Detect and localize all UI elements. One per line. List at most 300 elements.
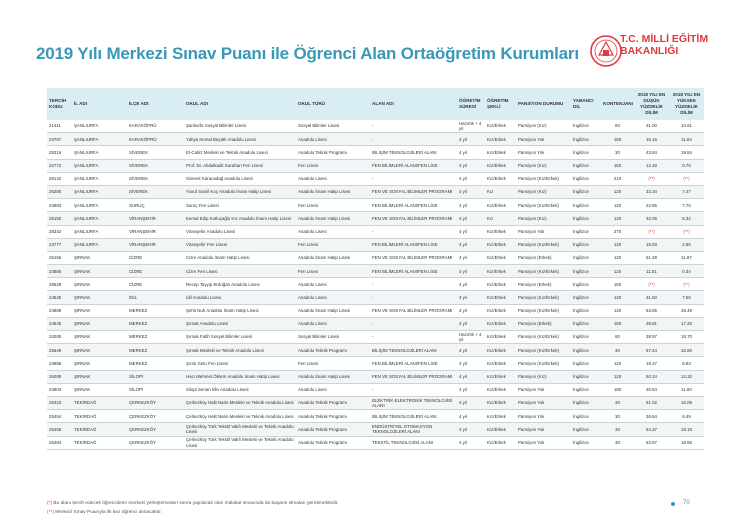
- table-cell: İngilizce: [571, 436, 601, 449]
- ministry-name: [620, 33, 708, 57]
- table-cell: Kız/Erkek: [485, 291, 516, 304]
- table-cell: İngilizce: [571, 396, 601, 409]
- table-cell: 26280: [47, 185, 72, 198]
- footnote-marker: (*): [47, 501, 53, 506]
- table-cell: Cizre Anadolu İmam Hatip Lisesi: [184, 251, 296, 264]
- column-header: KONTENJANI: [601, 88, 634, 120]
- table-cell: 4 yıl: [457, 185, 485, 198]
- table-cell: 51.02: [634, 396, 669, 409]
- table-cell: Pansiyon (Kız): [516, 159, 571, 172]
- table-cell: İngilizce: [571, 238, 601, 251]
- footnote-2: [47, 508, 338, 517]
- table-cell: İDİL: [127, 291, 184, 304]
- table-cell: 31.00: [634, 120, 669, 133]
- ministry-name-line1: T.C. MİLLİ EĞİTİM: [620, 33, 709, 45]
- table-cell: 120: [601, 212, 634, 225]
- table-cell: 30: [601, 396, 634, 409]
- table-cell: Kız/Erkek: [485, 383, 516, 396]
- table-cell: 8.49: [669, 410, 704, 423]
- table-cell: Yusuf Samil Koç Anadolu İmam Hatip Lisesi: [184, 185, 296, 198]
- table-cell: (**): [669, 225, 704, 238]
- table-cell: Fen Lisesi: [296, 199, 370, 212]
- table-row: [47, 304, 704, 317]
- page-number: 70: [683, 500, 690, 506]
- table-cell: 30: [601, 146, 634, 159]
- table-cell: İngilizce: [571, 357, 601, 370]
- table-cell: Çerkezköy Halit Narin Mesleki ve Teknik Anadolu Lisesi: [184, 410, 296, 423]
- table-cell: 18.18: [669, 423, 704, 436]
- table-cell: İngilizce: [571, 344, 601, 357]
- table-cell: 120: [601, 251, 634, 264]
- table-cell: Kız/Erkek: [485, 436, 516, 449]
- table-cell: FEN BİLİMLERİ ALANI/FEN LİSE: [370, 199, 457, 212]
- table-cell: 150: [601, 133, 634, 146]
- table-cell: SİVEREK: [127, 146, 184, 159]
- table-cell: 38.97: [634, 331, 669, 344]
- table-cell: El-Cabiz Mesleki ve Teknik Anadolu Lisesi: [184, 146, 296, 159]
- table-cell: 24540: [47, 291, 72, 304]
- table-cell: Pansiyon (Kız): [516, 212, 571, 225]
- table-cell: Anadolu Lisesi: [296, 317, 370, 330]
- table-cell: ENDÜSTRİYEL OTOMASYON TEKNOLOJİLERİ ALANI: [370, 423, 457, 436]
- table-cell: 51.28: [634, 251, 669, 264]
- table-cell: MERKEZ: [127, 304, 184, 317]
- table-cell: İngilizce: [571, 370, 601, 383]
- table-cell: 23803: [47, 383, 72, 396]
- table-cell: Şırnak Anadolu Lisesi: [184, 317, 296, 330]
- table-cell: 11.51: [634, 265, 669, 278]
- table-cell: Anadolu Lisesi: [296, 278, 370, 291]
- table-cell: ŞIRNAK: [72, 357, 127, 370]
- table-cell: 25150: [47, 212, 72, 225]
- table-cell: 120: [601, 304, 634, 317]
- table-cell: Anadolu Lisesi: [296, 225, 370, 238]
- table-cell: 36.49: [669, 304, 704, 317]
- table-cell: 23777: [47, 238, 72, 251]
- table-cell: (**): [634, 278, 669, 291]
- table-cell: Kız/Erkek: [485, 396, 516, 409]
- table-cell: İngilizce: [571, 120, 601, 133]
- table-cell: 7.56: [669, 291, 704, 304]
- table-cell: MERKEZ: [127, 344, 184, 357]
- table-cell: 180: [601, 383, 634, 396]
- table-row: [47, 265, 704, 278]
- table-cell: 4 yıl: [457, 396, 485, 409]
- column-header: PANSİYON DURUMU: [516, 88, 571, 120]
- table-cell: KARAKÖPRÜ: [127, 120, 184, 133]
- table-cell: Anadolu Teknik Programı: [296, 436, 370, 449]
- table-cell: MERKEZ: [127, 357, 184, 370]
- table-cell: Kız: [485, 185, 516, 198]
- table-cell: Anadolu Teknik Programı: [296, 146, 370, 159]
- table-cell: SİLOPİ: [127, 383, 184, 396]
- table-cell: 4 yıl: [457, 159, 485, 172]
- table-cell: Kız/Erkek: [485, 265, 516, 278]
- table-cell: FEN BİLİMLERİ ALANI/FEN LİSE: [370, 357, 457, 370]
- table-cell: 4 yıl: [457, 291, 485, 304]
- table-cell: Hazırlık + 4 yıl: [457, 120, 485, 133]
- table-cell: İngilizce: [571, 410, 601, 423]
- table-cell: 120: [601, 199, 634, 212]
- table-cell: 4 yıl: [457, 423, 485, 436]
- table-cell: Şırnlı Gelu Fen Lisesi: [184, 357, 296, 370]
- table-cell: 26289: [47, 370, 72, 383]
- table-cell: 4 yıl: [457, 436, 485, 449]
- table-row: [47, 291, 704, 304]
- table-cell: Recep Tayyip Erdoğan Anadolu Lisesi: [184, 278, 296, 291]
- table-cell: Prof. Dr. Abdulkadir Karahan Fen Lisesi: [184, 159, 296, 172]
- table-cell: İngilizce: [571, 172, 601, 185]
- table-cell: 8.83: [669, 357, 704, 370]
- table-cell: BİLİŞİM TEKNOLOJİLERİ ALANI: [370, 410, 457, 423]
- table-cell: ŞANLIURFA: [72, 199, 127, 212]
- table-cell: Kemal Edip Kutluçağlu Kız Anadolu İmam Hatip Lisesi: [184, 212, 296, 225]
- table-cell: Sosyal Bilimler Lisesi: [296, 331, 370, 344]
- table-cell: SİLOPİ: [127, 370, 184, 383]
- table-cell: İdil Anadolu Lisesi: [184, 291, 296, 304]
- table-cell: İngilizce: [571, 251, 601, 264]
- table-cell: Fen Lisesi: [296, 265, 370, 278]
- table-cell: Kız/Erkek: [485, 278, 516, 291]
- table-cell: Şanlıurfa Sosyal Bilimler Lisesi: [184, 120, 296, 133]
- table-cell: 17.20: [669, 317, 704, 330]
- table-cell: Pansiyon (Kız/Erkek): [516, 344, 571, 357]
- table-cell: Kız/Erkek: [485, 120, 516, 133]
- footnote-marker: (**): [47, 510, 54, 515]
- table-cell: ŞANLIURFA: [72, 133, 127, 146]
- table-cell: Pansiyon (Kız/Erkek): [516, 291, 571, 304]
- table-cell: 32.60: [669, 344, 704, 357]
- table-cell: Anadolu Teknik Programı: [296, 396, 370, 409]
- table-cell: ŞIRNAK: [72, 331, 127, 344]
- table-cell: Kız/Erkek: [485, 331, 516, 344]
- table-cell: Anadolu Teknik Programı: [296, 410, 370, 423]
- table-cell: 38.81: [634, 317, 669, 330]
- table-cell: (**): [634, 225, 669, 238]
- table-cell: 10.61: [669, 120, 704, 133]
- table-cell: FEN VE SOSYAL BİLİMLER PROGRAMI: [370, 212, 457, 225]
- table-cell: 12.48: [634, 159, 669, 172]
- table-cell: 4 yıl: [457, 265, 485, 278]
- table-cell: Anadolu Teknik Programı: [296, 423, 370, 436]
- table-cell: Kız/Erkek: [485, 410, 516, 423]
- table-cell: 25458: [47, 423, 72, 436]
- table-cell: Pansiyon (Kız/Erkek): [516, 304, 571, 317]
- table-cell: 28142: [47, 172, 72, 185]
- table-cell: Pansiyon Yok: [516, 383, 571, 396]
- table-cell: 4 yıl: [457, 278, 485, 291]
- table-row: [47, 212, 704, 225]
- table-cell: FEN VE SOSYAL BİLİMLER PROGRAMI: [370, 185, 457, 198]
- table-cell: ŞANLIURFA: [72, 225, 127, 238]
- table-cell: ÇERKEZKÖY: [127, 423, 184, 436]
- table-row: [47, 436, 704, 449]
- table-cell: -: [370, 120, 457, 133]
- table-cell: Pansiyon Yok: [516, 423, 571, 436]
- table-cell: -: [370, 317, 457, 330]
- table-cell: Kız/Erkek: [485, 199, 516, 212]
- page-title: 2019 Yılı Merkezi Sınav Puanı ile Öğrenci Alan Ortaöğretim Kurumları: [36, 44, 579, 63]
- table-cell: Pansiyon Yok: [516, 133, 571, 146]
- table-row: [47, 251, 704, 264]
- table-cell: ŞANLIURFA: [72, 159, 127, 172]
- table-row: [47, 199, 704, 212]
- table-cell: 24888: [47, 304, 72, 317]
- table-cell: 4 yıl: [457, 133, 485, 146]
- table-cell: Pansiyon (Kız/Erkek): [516, 199, 571, 212]
- table-cell: Pansiyon (Kız): [516, 185, 571, 198]
- table-cell: 210: [601, 172, 634, 185]
- table-cell: 60: [601, 331, 634, 344]
- table-cell: Anadolu İmam Hatip Lisesi: [296, 304, 370, 317]
- column-header: ÖĞRETİM ŞEKLİ: [485, 88, 516, 120]
- footnote-1: [47, 499, 338, 508]
- column-header: YABANCI DİL: [571, 88, 601, 120]
- table-cell: Kız/Erkek: [485, 344, 516, 357]
- column-header: İL ADI: [72, 88, 127, 120]
- table-cell: ŞIRNAK: [72, 317, 127, 330]
- page-dot-icon: [671, 502, 675, 506]
- table-cell: ŞIRNAK: [72, 251, 127, 264]
- table-cell: 43.84: [634, 146, 669, 159]
- table-cell: 22.85: [634, 199, 669, 212]
- table-cell: 4 yıl: [457, 199, 485, 212]
- table-cell: VİRANŞEHİR: [127, 212, 184, 225]
- table-cell: İngilizce: [571, 159, 601, 172]
- table-cell: İngilizce: [571, 383, 601, 396]
- table-cell: 30: [601, 344, 634, 357]
- table-cell: Anadolu Teknik Programı: [296, 344, 370, 357]
- table-cell: 4 yıl: [457, 172, 485, 185]
- table-cell: 15.03: [634, 238, 669, 251]
- table-cell: İngilizce: [571, 304, 601, 317]
- table-cell: 4 yıl: [457, 383, 485, 396]
- table-cell: VİRANŞEHİR: [127, 238, 184, 251]
- table-cell: Anadolu Lisesi: [296, 383, 370, 396]
- table-cell: Şırnak Fatih Sosyal Bilimler Lisesi: [184, 331, 296, 344]
- table-cell: Sosyal Bilimler Lisesi: [296, 120, 370, 133]
- table-cell: İngilizce: [571, 278, 601, 291]
- table-cell: Kız/Erkek: [485, 159, 516, 172]
- table-cell: ŞIRNAK: [72, 304, 127, 317]
- table-cell: Kız/Erkek: [485, 370, 516, 383]
- ministry-name-line2: BAKANLIĞI: [620, 45, 679, 57]
- table-cell: Anadolu İmam Hatip Lisesi: [296, 212, 370, 225]
- table-cell: TEKSTİL TEKNOLOJİSİ ALANI: [370, 436, 457, 449]
- table-cell: 18.55: [669, 436, 704, 449]
- table-cell: (**): [669, 278, 704, 291]
- table-cell: Kız/Erkek: [485, 146, 516, 159]
- table-cell: 4 yıl: [457, 304, 485, 317]
- table-cell: 24545: [47, 317, 72, 330]
- column-header: ÖĞRETİM SÜRESİ: [457, 88, 485, 120]
- table-cell: 11.84: [669, 133, 704, 146]
- table-cell: Kız/Erkek: [485, 423, 516, 436]
- table-cell: Viranşehir Fen Lisesi: [184, 238, 296, 251]
- table-row: [47, 396, 704, 409]
- table-body: [47, 120, 704, 449]
- table-cell: 32.34: [634, 185, 669, 198]
- table-cell: 57.44: [634, 344, 669, 357]
- table-row: [47, 225, 704, 238]
- table-cell: 120: [601, 370, 634, 383]
- table-cell: FEN VE SOSYAL BİLİMLER PROGRAMI: [370, 370, 457, 383]
- table-cell: ŞIRNAK: [72, 265, 127, 278]
- table-row: [47, 159, 704, 172]
- table-cell: 63.65: [634, 304, 669, 317]
- table-cell: 30: [601, 410, 634, 423]
- table-cell: Anadolu Lisesi: [296, 291, 370, 304]
- table-cell: 50.24: [634, 370, 669, 383]
- table-cell: 120: [601, 265, 634, 278]
- table-cell: Kız/Erkek: [485, 133, 516, 146]
- table-cell: 12.32: [669, 370, 704, 383]
- table-cell: Yahya Kemal Beyatlı Anadolu Lisesi: [184, 133, 296, 146]
- table-cell: Fen Lisesi: [296, 357, 370, 370]
- table-cell: 4 yıl: [457, 357, 485, 370]
- table-cell: Kız/Erkek: [485, 357, 516, 370]
- table-cell: Pansiyon (Kız): [516, 120, 571, 133]
- column-header: İLÇE ADI: [127, 88, 184, 120]
- table-cell: 11.60: [669, 383, 704, 396]
- table-cell: FEN BİLİMLERİ ALANI/FEN LİSE: [370, 265, 457, 278]
- table-cell: 150: [601, 317, 634, 330]
- table-cell: Pansiyon (Erkek): [516, 278, 571, 291]
- table-cell: ŞANLIURFA: [72, 238, 127, 251]
- table-cell: ŞIRNAK: [72, 370, 127, 383]
- table-cell: (**): [634, 172, 669, 185]
- table-cell: 31.50: [634, 291, 669, 304]
- table-cell: İngilizce: [571, 225, 601, 238]
- table-cell: 4 yıl: [457, 370, 485, 383]
- table-cell: CİZRE: [127, 265, 184, 278]
- table-cell: 25323: [47, 396, 72, 409]
- table-cell: 30: [601, 436, 634, 449]
- table-cell: İngilizce: [571, 199, 601, 212]
- table-cell: 23767: [47, 133, 72, 146]
- table-cell: 25454: [47, 410, 72, 423]
- table-cell: Kız/Erkek: [485, 238, 516, 251]
- table-cell: 4 yıl: [457, 344, 485, 357]
- table-cell: (**): [669, 172, 704, 185]
- table-cell: 120: [601, 238, 634, 251]
- table-row: [47, 238, 704, 251]
- column-header: TERCİH KODU: [47, 88, 72, 120]
- footnote-text: Merkezi Sınav Puanıyla ilk kez öğrenci alınacaktır.: [55, 510, 162, 515]
- table-cell: ÇERKEZKÖY: [127, 436, 184, 449]
- table-cell: 23888: [47, 357, 72, 370]
- table-cell: İngilizce: [571, 185, 601, 198]
- table-cell: Şırnak Mesleki ve Teknik Anadolu Lisesi: [184, 344, 296, 357]
- table-row: [47, 172, 704, 185]
- table-cell: 2.85: [669, 238, 704, 251]
- table-cell: İngilizce: [571, 212, 601, 225]
- table-cell: 28342: [47, 225, 72, 238]
- table-cell: İngilizce: [571, 265, 601, 278]
- table-cell: -: [370, 383, 457, 396]
- table-cell: 25156: [47, 251, 72, 264]
- table-cell: Cizre Fen Lisesi: [184, 265, 296, 278]
- table-cell: Çerkezköy Halit Narin Mesleki ve Teknik Anadolu Lisesi: [184, 396, 296, 409]
- column-header: OKUL TÜRÜ: [296, 88, 370, 120]
- table-cell: 24880: [47, 265, 72, 278]
- table-cell: 0.34: [669, 265, 704, 278]
- table-row: [47, 383, 704, 396]
- table-cell: 32.05: [634, 212, 669, 225]
- table-cell: 120: [601, 291, 634, 304]
- schools-table: [47, 88, 704, 450]
- column-header: 2018 YILI EN DÜŞÜK YÜZDELİK DİLİM: [634, 88, 669, 120]
- footnote-text: Bu alanı tercih edecek öğrencilerin merkezi yerleştirmeden sonra yapılacak olan mülakat sınavında da başarılı olmaları gerekmektedir.: [53, 501, 339, 506]
- table-cell: 30.54: [634, 383, 669, 396]
- table-cell: Anadolu İmam Hatip Lisesi: [296, 370, 370, 383]
- table-cell: 36.64: [634, 410, 669, 423]
- table-cell: ŞANLIURFA: [72, 146, 127, 159]
- table-cell: ŞIRNAK: [72, 383, 127, 396]
- table-cell: İngilizce: [571, 331, 601, 344]
- table-cell: -: [370, 291, 457, 304]
- table-cell: Pansiyon (Kız): [516, 370, 571, 383]
- table-cell: TEKİRDAĞ: [72, 423, 127, 436]
- table-cell: Kız/Erkek: [485, 225, 516, 238]
- table-cell: TEKİRDAĞ: [72, 436, 127, 449]
- table-cell: Anadolu İmam Hatip Lisesi: [296, 185, 370, 198]
- table-cell: Pansiyon (Kız/Erkek): [516, 172, 571, 185]
- table-cell: ŞIRNAK: [72, 344, 127, 357]
- table-cell: 4 yıl: [457, 225, 485, 238]
- table-cell: Fen Lisesi: [296, 159, 370, 172]
- table-cell: 30: [601, 423, 634, 436]
- table-cell: SURUÇ: [127, 199, 184, 212]
- table-cell: SİVEREK: [127, 159, 184, 172]
- table-cell: -: [370, 225, 457, 238]
- table-cell: Siverek Karacadağ Anadolu Lisesi: [184, 172, 296, 185]
- table-cell: 150: [601, 159, 634, 172]
- table-cell: Viranşehir Anadolu Lisesi: [184, 225, 296, 238]
- table-cell: BİLİŞİM TEKNOLOJİLERİ ALANI: [370, 344, 457, 357]
- table-cell: 4 yıl: [457, 410, 485, 423]
- table-cell: -: [370, 331, 457, 344]
- table-cell: KARAKÖPRÜ: [127, 133, 184, 146]
- table-row: [47, 146, 704, 159]
- footnotes: [47, 499, 338, 517]
- table-cell: CİZRE: [127, 251, 184, 264]
- table-row: [47, 120, 704, 133]
- table-cell: Kız/Erkek: [485, 317, 516, 330]
- table-cell: 21411: [47, 120, 72, 133]
- table-cell: Kız/Erkek: [485, 251, 516, 264]
- table-cell: 54.37: [634, 423, 669, 436]
- table-cell: 4 yıl: [457, 212, 485, 225]
- table-cell: Pansiyon (Kız/Erkek): [516, 331, 571, 344]
- table-cell: Pansiyon (Kız/Erkek): [516, 265, 571, 278]
- table-cell: 7.70: [669, 199, 704, 212]
- table-cell: 7.47: [669, 185, 704, 198]
- table-row: [47, 423, 704, 436]
- table-cell: Hazırlık + 4 yıl: [457, 331, 485, 344]
- table-cell: Silopi Senan İdin Anadolu Lisesi: [184, 383, 296, 396]
- table-cell: ÇERKEZKÖY: [127, 410, 184, 423]
- table-cell: İngilizce: [571, 317, 601, 330]
- table-cell: 120: [601, 357, 634, 370]
- table-cell: 120: [601, 185, 634, 198]
- table-cell: İngilizce: [571, 291, 601, 304]
- table-cell: BİLİŞİM TEKNOLOJİLERİ ALANI: [370, 146, 457, 159]
- table-row: [47, 410, 704, 423]
- table-cell: ÇERKEZKÖY: [127, 396, 184, 409]
- table-cell: Hacı Mehmet Öktem Anadolu İmam Hatip Lisesi: [184, 370, 296, 383]
- table-cell: ŞANLIURFA: [72, 212, 127, 225]
